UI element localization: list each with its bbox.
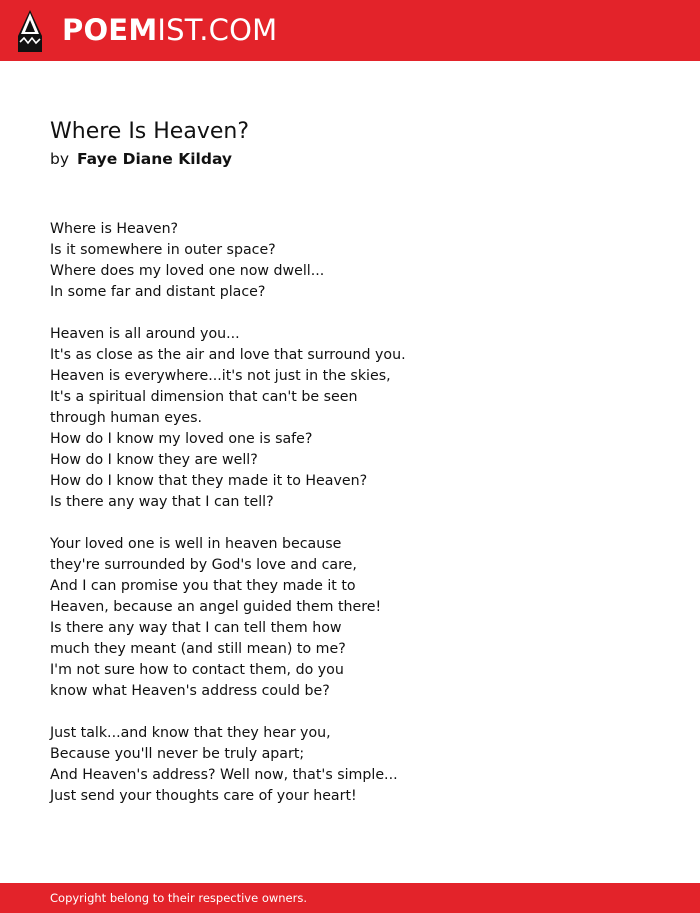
poem-line: through human eyes. <box>50 410 203 426</box>
logo-text-light: IST.COM <box>157 13 278 47</box>
poem-line: In some far and distant place? <box>50 284 266 300</box>
poem-body <box>50 219 406 828</box>
author-name: Faye Diane Kilday <box>76 150 233 168</box>
poem-line: Where does my loved one now dwell... <box>50 263 325 279</box>
poem-line: Heaven, because an angel guided them there! <box>50 599 382 615</box>
poem-line: How do I know that they made it to Heaven? <box>50 473 368 489</box>
copyright-text: Copyright belong to their respective owners. <box>50 891 308 905</box>
pencil-icon <box>18 10 42 52</box>
poem-line: Because you'll never be truly apart; <box>50 746 305 762</box>
site-footer <box>0 883 700 913</box>
poem-line: And Heaven's address? Well now, that's simple... <box>50 767 398 783</box>
poem-line: Just talk...and know that they hear you, <box>50 725 331 741</box>
by-label: by <box>50 150 70 168</box>
poem-line: Just send your thoughts care of your heart! <box>50 788 357 804</box>
poem-line: How do I know they are well? <box>50 452 258 468</box>
site-logo[interactable] <box>62 13 277 47</box>
byline <box>50 148 232 170</box>
stanza-2 <box>50 324 406 513</box>
poem-title: Where Is Heaven? <box>50 119 249 144</box>
poem-line: I'm not sure how to contact them, do you <box>50 662 344 678</box>
site-header <box>0 0 700 61</box>
poem-line: much they meant (and still mean) to me? <box>50 641 346 657</box>
poem-line: they're surrounded by God's love and care, <box>50 557 357 573</box>
poem-line: Is it somewhere in outer space? <box>50 242 276 258</box>
poem-line: And I can promise you that they made it to <box>50 578 356 594</box>
poem-line: How do I know my loved one is safe? <box>50 431 313 447</box>
stanza-1 <box>50 219 406 303</box>
logo-text-bold: POEM <box>62 13 158 47</box>
poem-line: Is there any way that I can tell them how <box>50 620 342 636</box>
poem-line: It's a spiritual dimension that can't be seen <box>50 389 358 405</box>
poem-line: Your loved one is well in heaven because <box>50 536 342 552</box>
stanza-3 <box>50 534 406 702</box>
poem-line: Heaven is everywhere...it's not just in the skies, <box>50 368 391 384</box>
poem-line: It's as close as the air and love that surround you. <box>50 347 406 363</box>
poem-line: know what Heaven's address could be? <box>50 683 330 699</box>
poem-line: Where is Heaven? <box>50 221 179 237</box>
poem-line: Is there any way that I can tell? <box>50 494 274 510</box>
stanza-4 <box>50 723 406 807</box>
poem-line: Heaven is all around you... <box>50 326 240 342</box>
